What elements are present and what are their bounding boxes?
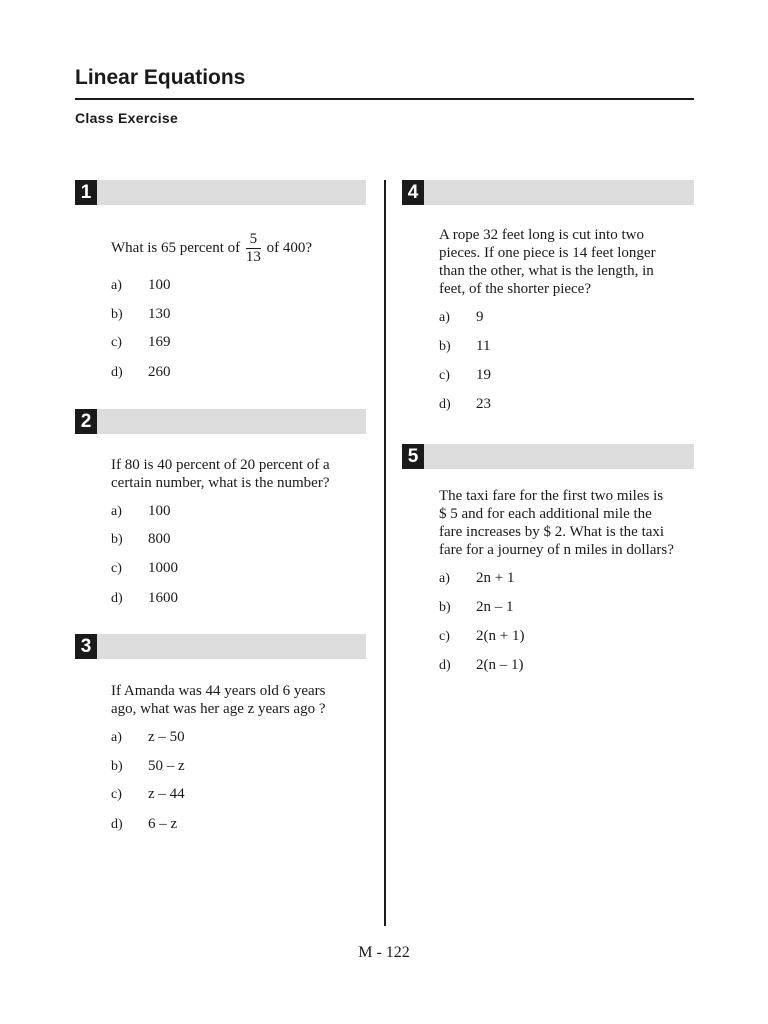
question-number: 5 xyxy=(402,444,424,469)
option-label: a) xyxy=(111,278,122,293)
option-label: b) xyxy=(439,600,451,615)
option-value: 50 – z xyxy=(148,758,185,774)
question-text-line: than the other, what is the length, in xyxy=(439,263,654,279)
question-text-line: certain number, what is the number? xyxy=(111,475,330,491)
question-4-text xyxy=(439,226,694,298)
option-4d[interactable] xyxy=(439,395,491,414)
option-value: z – 44 xyxy=(148,786,185,802)
option-label: c) xyxy=(111,561,122,576)
question-3-text xyxy=(111,682,366,718)
question-text-line: $ 5 and for each additional mile the xyxy=(439,506,652,522)
option-value: 2n + 1 xyxy=(476,570,515,586)
option-2a[interactable] xyxy=(111,502,171,521)
question-text-line: A rope 32 feet long is cut into two xyxy=(439,227,644,243)
option-value: 130 xyxy=(148,306,171,322)
option-label: d) xyxy=(439,397,451,412)
option-label: b) xyxy=(111,532,123,547)
option-2b[interactable] xyxy=(111,530,171,549)
question-text-line: The taxi fare for the first two miles is xyxy=(439,488,664,504)
option-value: 2(n + 1) xyxy=(476,628,525,644)
question-text-line: fare for a journey of n miles in dollars? xyxy=(439,542,674,558)
fraction-numerator: 5 xyxy=(249,231,258,247)
option-5d[interactable] xyxy=(439,656,524,675)
option-4c[interactable] xyxy=(439,366,491,385)
column-divider xyxy=(384,180,386,926)
question-text-part: What is 65 percent of xyxy=(111,239,241,256)
question-5-text xyxy=(439,487,694,559)
option-4a[interactable] xyxy=(439,308,484,327)
question-text-line: pieces. If one piece is 14 feet longer xyxy=(439,245,656,261)
section-subtitle: Class Exercise xyxy=(75,110,179,126)
page-title: Linear Equations xyxy=(75,66,246,89)
question-5-header xyxy=(402,444,694,469)
option-label: a) xyxy=(439,571,450,586)
option-label: a) xyxy=(439,310,450,325)
option-label: b) xyxy=(439,339,451,354)
option-2d[interactable] xyxy=(111,589,178,608)
option-value: z – 50 xyxy=(148,729,185,745)
question-2-header xyxy=(75,409,366,434)
question-text-line: ago, what was her age z years ago ? xyxy=(111,701,326,717)
option-label: c) xyxy=(111,787,122,802)
fraction xyxy=(246,231,261,266)
option-label: d) xyxy=(111,591,123,606)
option-value: 100 xyxy=(148,503,171,519)
option-5c[interactable] xyxy=(439,627,524,646)
option-1b[interactable] xyxy=(111,305,171,324)
question-text-line: fare increases by $ 2. What is the taxi xyxy=(439,524,665,540)
option-value: 260 xyxy=(148,364,171,380)
option-value: 100 xyxy=(148,277,171,293)
question-number: 1 xyxy=(75,180,97,205)
question-number: 3 xyxy=(75,634,97,659)
option-3c[interactable] xyxy=(111,785,185,804)
option-value: 9 xyxy=(476,309,484,325)
option-value: 169 xyxy=(148,334,171,350)
option-value: 11 xyxy=(476,338,491,354)
question-3-header xyxy=(75,634,366,659)
option-label: d) xyxy=(111,365,123,380)
option-1d[interactable] xyxy=(111,363,171,382)
option-5a[interactable] xyxy=(439,569,514,588)
question-number: 2 xyxy=(75,409,97,434)
option-label: c) xyxy=(439,368,450,383)
option-label: d) xyxy=(111,817,123,832)
option-value: 23 xyxy=(476,396,491,412)
question-4-header xyxy=(402,180,694,205)
option-5b[interactable] xyxy=(439,598,514,617)
question-text-line: feet, of the shorter piece? xyxy=(439,281,591,297)
question-2-text xyxy=(111,456,366,492)
option-label: c) xyxy=(439,629,450,644)
option-4b[interactable] xyxy=(439,337,490,356)
question-text-line: If Amanda was 44 years old 6 years xyxy=(111,683,326,699)
option-value: 19 xyxy=(476,367,491,383)
fraction-denominator: 13 xyxy=(245,249,261,265)
question-text-line: If 80 is 40 percent of 20 percent of a xyxy=(111,457,330,473)
title-underline xyxy=(75,98,694,100)
option-value: 800 xyxy=(148,531,171,547)
option-label: b) xyxy=(111,759,123,774)
question-text-part: of 400? xyxy=(266,239,313,256)
option-1a[interactable] xyxy=(111,276,171,295)
option-label: d) xyxy=(439,658,451,673)
option-value: 2(n – 1) xyxy=(476,657,524,673)
option-value: 1000 xyxy=(148,560,178,576)
option-3a[interactable] xyxy=(111,728,185,747)
question-1-header xyxy=(75,180,366,205)
option-label: a) xyxy=(111,730,122,745)
option-3d[interactable] xyxy=(111,815,177,834)
option-value: 6 – z xyxy=(148,816,178,832)
option-label: b) xyxy=(111,307,123,322)
option-value: 1600 xyxy=(148,590,178,606)
option-label: c) xyxy=(111,335,122,350)
question-number: 4 xyxy=(402,180,424,205)
question-1-text xyxy=(111,231,366,266)
page-number: M - 122 xyxy=(358,944,410,961)
option-3b[interactable] xyxy=(111,757,185,776)
option-label: a) xyxy=(111,504,122,519)
option-2c[interactable] xyxy=(111,559,178,578)
option-value: 2n – 1 xyxy=(476,599,514,615)
option-1c[interactable] xyxy=(111,333,171,352)
